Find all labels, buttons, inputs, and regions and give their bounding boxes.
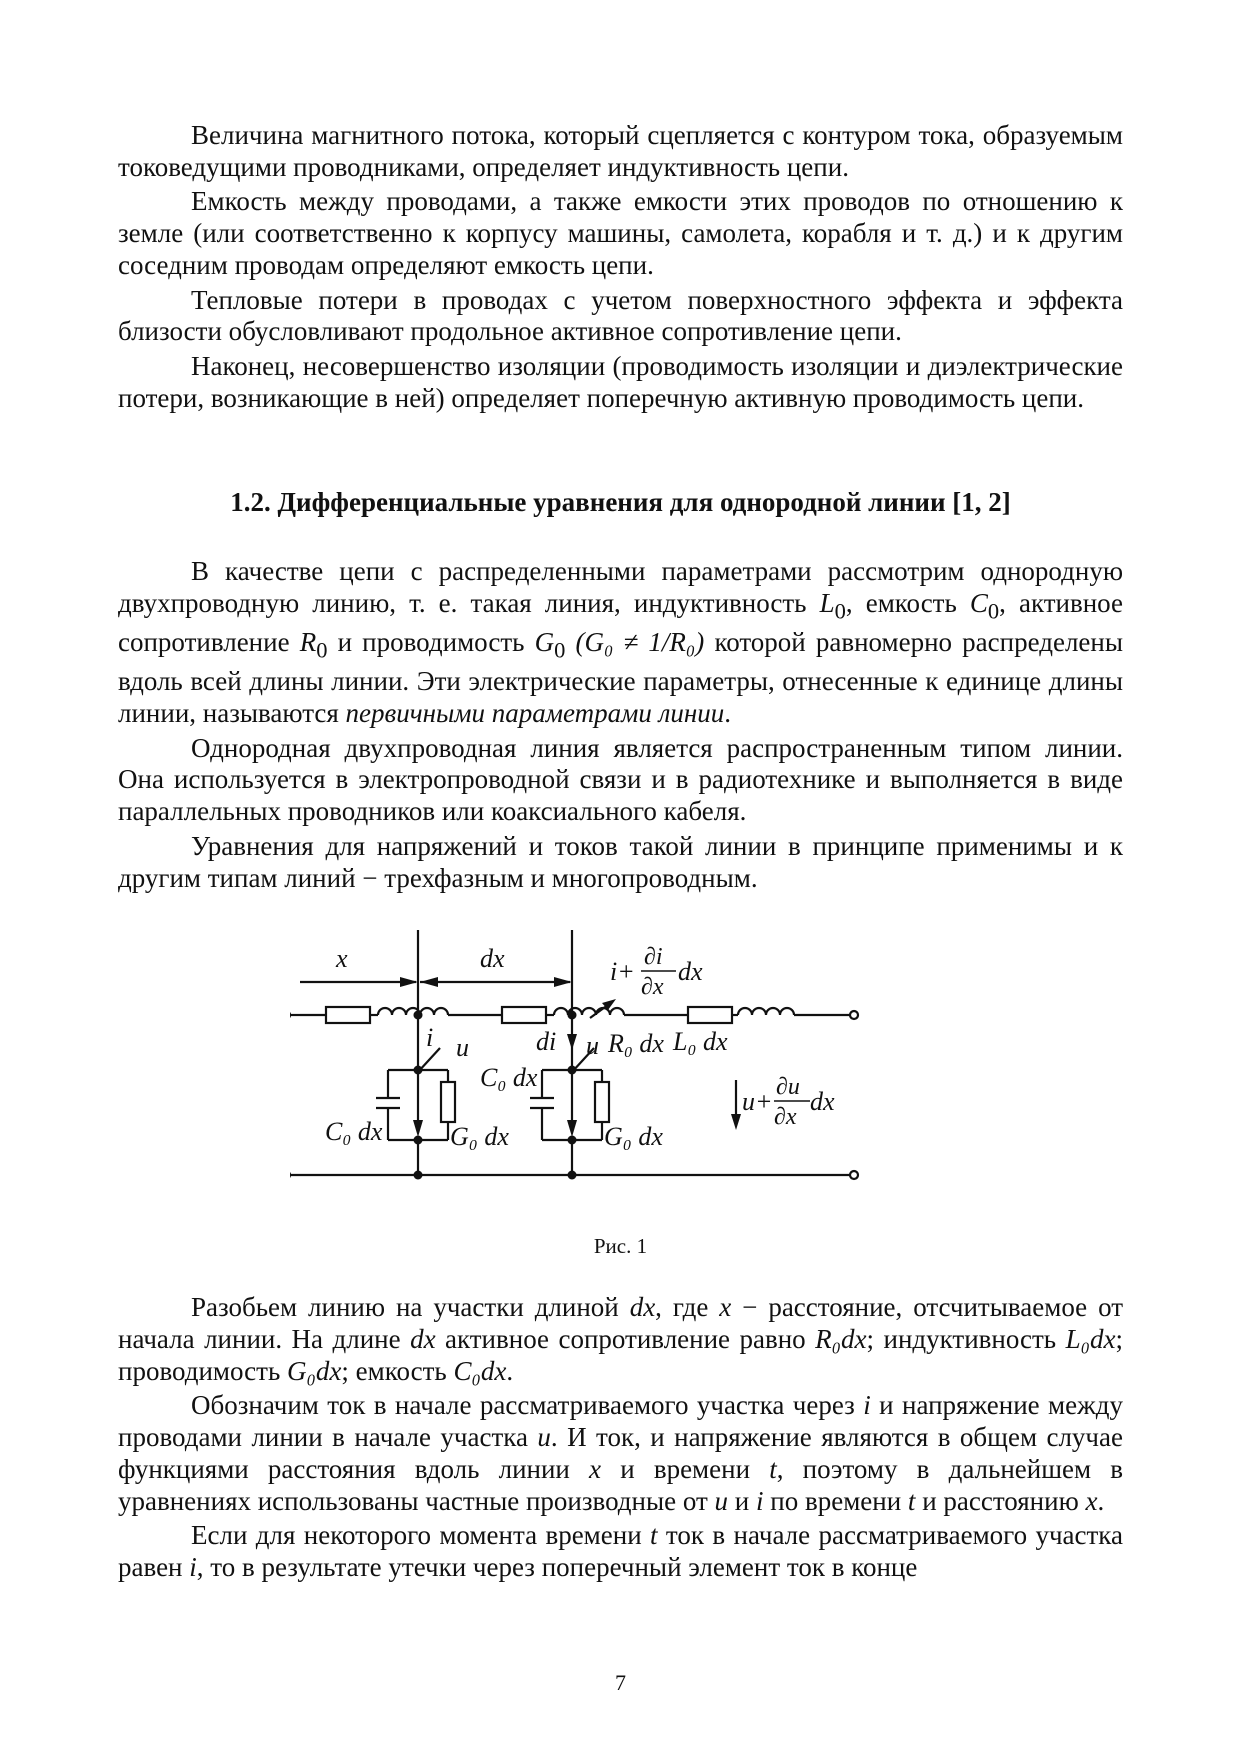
inductor [738,1008,794,1015]
conductance-resistor [441,1082,455,1122]
condition-formula: (G₀ ≠ 1/R₀) [575,626,705,657]
intro-text [118,120,1123,415]
resistor [326,1007,370,1023]
resistor [502,1007,546,1023]
label-L0dx: L₀ dx [673,1027,728,1056]
emphasis-term: первичными параметрами линии [345,697,725,728]
label-x: x [336,944,348,973]
paragraph: Разобьем линию на участки длиной dx, где x − расстояние, отсчитываемое от начала линии. На длине dx активное сопротивление равно R₀dx; индуктивность L₀dx; проводимость G₀dx; емкость C₀dx. [118,1292,1124,1386]
label-C0dx-left: C₀ dx [325,1117,383,1146]
label-dx2: dx [678,957,703,986]
paragraph: Уравнения для напряжений и токов такой линии в принципе применимы и к другим типам линий − трехфазным и многопроводным. [118,830,1123,893]
label-u1: u [456,1033,469,1062]
paragraph: Величина магнитного потока, который сцепляется с контуром тока, образуемым токоведущими проводниками, определяет индуктивность цепи. [118,120,1123,182]
paragraph: Наконец, несовершенство изоляции (проводимость изоляции и диэлектрические потери, возникающие в ней) определяет поперечную активную проводимость цепи. [118,350,1123,413]
label-R0dx: R₀ dx [608,1029,664,1058]
label-du-num: ∂u [776,1074,800,1100]
terminal [850,1011,858,1019]
label-di-den: ∂x [641,974,664,1000]
label-i-out: i+ [610,957,635,986]
label-G0dx-2: G₀ dx [604,1122,663,1151]
paragraph: Однородная двухпроводная линия является распространенным типом линии. Она используется в электропроводной связи и в радиотехнике и выполняется в виде параллельных проводников или коаксиального кабеля. [118,732,1123,827]
page-number: 7 [615,1670,626,1695]
resistor [688,1007,732,1023]
paragraph: Обозначим ток в начале рассматриваемого участка через i и напряжение между проводами линии в начале участка u. И ток, и напряжение являются в общем случае функциями расстояния вдоль линии x и времени t, поэтому в дальнейшем в уравнениях использованы частные производные от u и i по времени t и расстоянию x. [118,1390,1123,1516]
conductance-resistor [595,1082,609,1122]
paragraph: Тепловые потери в проводах с учетом поверхностного эффекта и эффекта близости обусловливают продольное активное сопротивление цепи. [118,284,1123,347]
paragraph: Если для некоторого момента времени t ток в начале рассматриваемого участка равен i, то в результате утечки через поперечный элемент ток в конце [118,1520,1123,1582]
terminal [850,1171,858,1179]
label-u2: u [586,1031,599,1060]
after-figure-text [118,1292,1123,1584]
label-dx3: dx [810,1087,835,1116]
figure-caption: Рис. 1 [593,1234,648,1258]
label-G0dx-1: G₀ dx [450,1122,509,1151]
label-di-num: ∂i [644,944,663,970]
label-i: i [426,1023,434,1052]
label-di: di [536,1027,557,1056]
circuit-diagram [290,930,960,1220]
label-du-den: ∂x [774,1104,797,1130]
inductor [378,1008,448,1015]
label-dx: dx [480,944,505,973]
section-heading: 1.2. Дифференциальные уравнения для однородной линии [1, 2] [230,487,1011,517]
section-text [118,556,1123,894]
paragraph: В качестве цепи с распределенными параметрами рассмотрим однородную двухпроводную линию, т. е. такая линия, индуктивность $L_0$, емкость $C_0$, активное сопротивление $R_0$ и проводимость $G_0$ (G₀ ≠ 1/R₀) которой равномерно распределены вдоль всей длины линии. Эти электрические параметры, отнесенные к единице длины линии, называются первичными параметрами линии. [118,556,1123,728]
paragraph: Емкость между проводами, а также емкости этих проводов по отношению к земле (или соответственно к корпусу машины, самолета, корабля и т. д.) и к другим соседним проводам определяют емкость цепи. [118,186,1123,280]
inductor [554,1008,624,1015]
label-u-out: u+ [742,1087,773,1116]
label-C0dx-mid: C₀ dx [480,1063,538,1092]
